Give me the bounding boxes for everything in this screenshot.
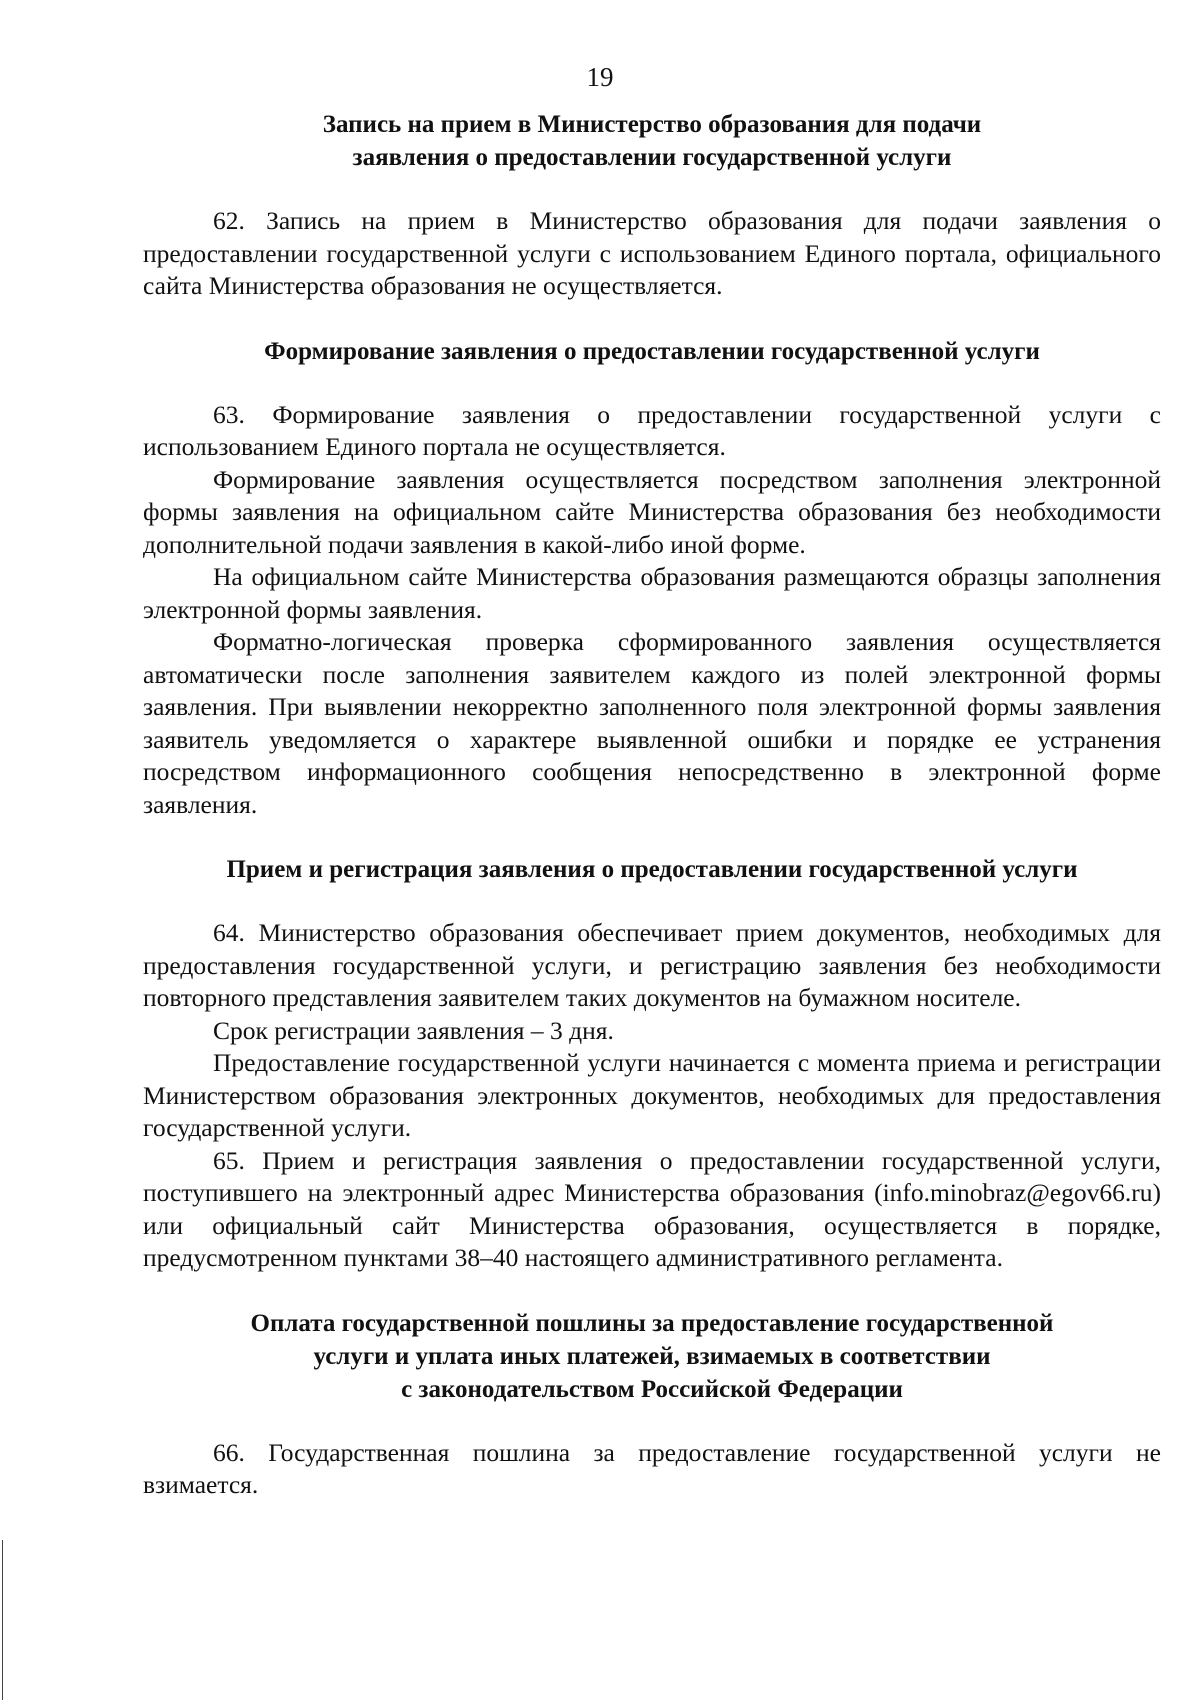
section-heading: Прием и регистрация заявления о предоставлении государственной услуги [226, 856, 1078, 883]
paragraph-64: 64. Министерство образования обеспечивает прием документов, необходимых для предоставления государственной услуги, и регистрацию заявления без необходимости повторного представления заявителем таких документов на бумажном носителе. [143, 918, 1161, 1012]
paragraph-63-4: Форматно-логическая проверка сформированного заявления осуществляется автоматически после заполнения заявителем каждого из полей электронной формы заявления. При выявлении некорректно заполненного поля электронной формы заявления заявитель уведомляется о характере выявленной ошибки и порядке ее устранения посредством информационного сообщения непосредственно в электронной форме заявления. [143, 627, 1161, 819]
paragraph-63-3: На официальном сайте Министерства образования размещаются образцы заполнения электронной формы заявления. [143, 562, 1161, 624]
paragraph-66: 66. Государственная пошлина за предоставление государственной услуги не взимается. [143, 1437, 1161, 1499]
section-reception-registration [143, 853, 1161, 1275]
scan-margin-line [2, 1540, 3, 1700]
section-appointment [143, 108, 1161, 303]
paragraph-63-2: Формирование заявления осуществляется посредством заполнения электронной формы заявления на официальном сайте Министерства образования без необходимости дополнительной подачи заявления в какой-либо иной форме. [143, 464, 1161, 559]
section-heading: Запись на прием в Министерство образования для подачи заявления о предоставлении государственной услуги [322, 111, 982, 171]
section-heading: Формирование заявления о предоставлении государственной услуги [264, 337, 1040, 365]
section-state-duty [143, 1307, 1161, 1502]
section-heading: Оплата государственной пошлины за предоставление государственной услуги и уплата иных платежей, взимаемых в соответствии с законодательством Российской Федерации [250, 1309, 1054, 1403]
section-application-forming [143, 335, 1161, 822]
paragraph-64-3: Предоставление государственной услуги начинается с момента приема и регистрации Министерством образования электронных документов, необходимых для предоставления государственной услуги. [143, 1048, 1161, 1142]
document-body [143, 108, 1161, 1502]
paragraph-65: 65. Прием и регистрация заявления о предоставлении государственной услуги, поступившего на электронный адрес Министерства образования (info.minobraz@egov66.ru) или официальный сайт Министерства образования, осуществляется в порядке, предусмотренном пунктами 38–40 настоящего административного регламента. [143, 1145, 1161, 1272]
page-number: 19 [586, 62, 614, 92]
paragraph-64-2: Срок регистрации заявления – 3 дня. [213, 1015, 614, 1045]
paragraph-62: 62. Запись на прием в Министерство образования для подачи заявления о предоставлении государственной услуги с использованием Единого портала, официального сайта Министерства образования не осуществляется. [143, 206, 1161, 300]
paragraph-63: 63. Формирование заявления о предоставлении государственной услуги с использованием Единого портала не осуществляется. [143, 399, 1161, 461]
